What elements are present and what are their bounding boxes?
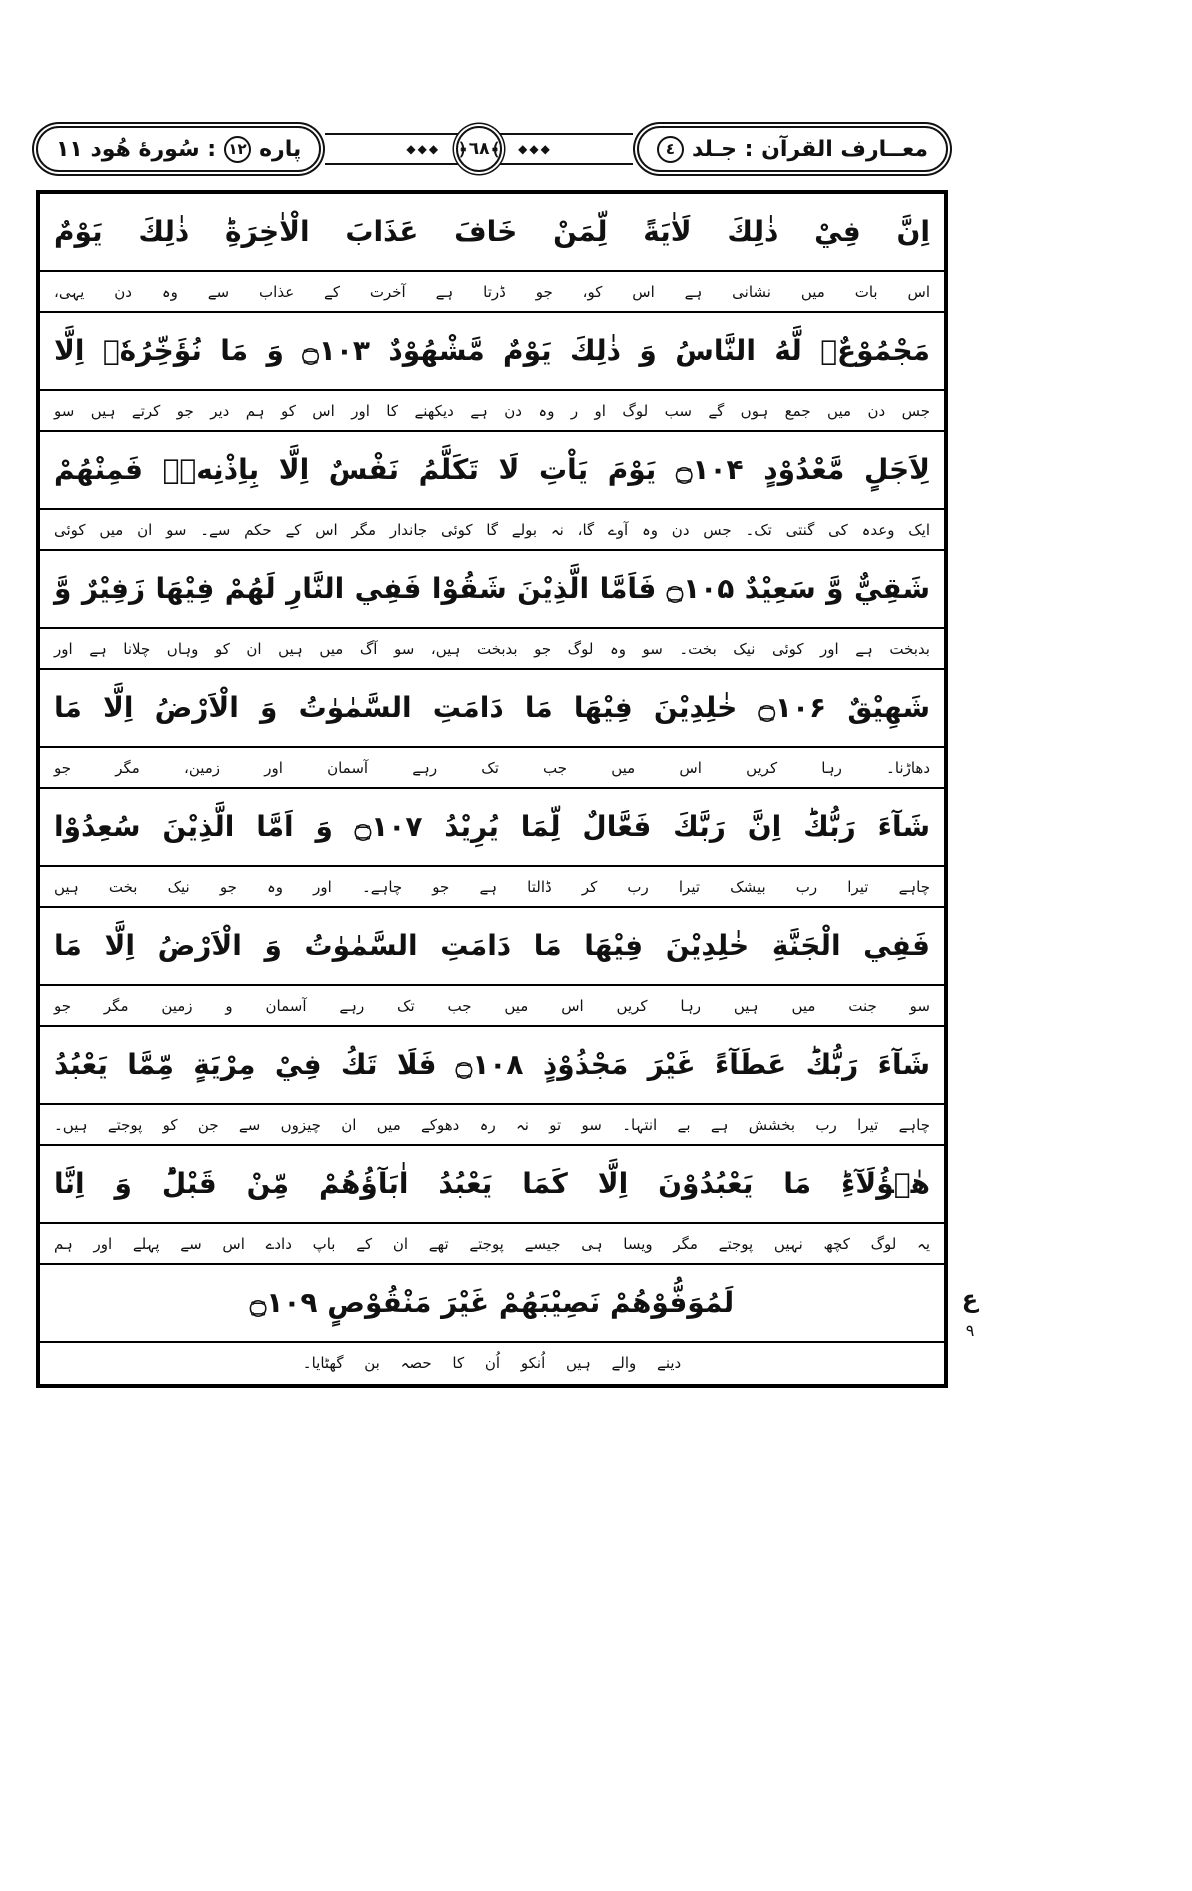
urdu-translation-line: بدبخت ہے اور کوئی نیک بخت۔ سو وہ لوگ جو بدبخت ہیں، سو آگ میں ہیں ان کو وہاں چلانا ہے اور	[40, 629, 944, 670]
quran-arabic-line: لَمُوَفُّوْهُمْ نَصِيْبَهُمْ غَيْرَ مَنْقُوْصٍ ۝۱۰۹	[40, 1265, 944, 1343]
ruku-number: ۹	[965, 1321, 975, 1341]
quran-arabic-line: شَهِيْقٌ ۝۱۰۶ خٰلِدِيْنَ فِيْهَا مَا دَامَتِ السَّمٰوٰتُ وَ الْاَرْضُ اِلَّا مَا	[40, 670, 944, 748]
ornate-paren-open-icon: ﴾	[490, 139, 501, 160]
para-number-badge: ۱۲	[224, 136, 251, 163]
urdu-translation-line: ایک وعدہ کی گنتی تک۔ جس دن وہ آوے گا، نہ بولے گا کوئی جاندار مگر اس کے حکم سے۔ سو ان میں کوئی	[40, 510, 944, 551]
quran-arabic-line: لِاَجَلٍ مَّعْدُوْدٍ ۝۱۰۴ يَوْمَ يَاْتِ لَا تَكَلَّمُ نَفْسٌ اِلَّا بِاِذْنِهٖۚ فَمِنْهُمْ	[40, 432, 944, 510]
urdu-translation-line: اس بات میں نشانی ہے اس کو، جو ڈرتا ہے آخرت کے عذاب سے وہ دن یہی،	[40, 272, 944, 313]
surah-title: : سُورهٔ هُود ۱۱	[56, 136, 217, 162]
floral-ornament-icon: ◆◆◆	[400, 142, 446, 156]
quran-arabic-line: مَجْمُوْعٌۙ لَّهُ النَّاسُ وَ ذٰلِكَ يَوْمٌ مَّشْهُوْدٌ ۝۱۰۳ وَ مَا نُؤَخِّرُهٗۤ اِلَّا	[40, 313, 944, 391]
ruku-ain-symbol: ع	[961, 1285, 979, 1313]
urdu-translation-line: دینے والے ہیں اُنکو اُن کا حصہ بن گھٹایا۔	[302, 1354, 682, 1372]
book-title-cartouche	[637, 126, 948, 172]
quran-arabic-line: هٰۤؤُلَآءِؕ مَا يَعْبُدُوْنَ اِلَّا كَمَا يَعْبُدُ اٰبَآؤُهُمْ مِّنْ قَبْلُؕ وَ اِنَّا	[40, 1146, 944, 1224]
urdu-translation-line: یہ لوگ کچھ نہیں پوجتے مگر ویسا ہی جیسے پوجتے تھے ان کے باپ دادے اس سے پہلے اور ہم	[40, 1224, 944, 1265]
para-label: پاره	[259, 136, 302, 162]
page-number-medallion	[456, 126, 502, 172]
quran-arabic-line: اِنَّ فِيْ ذٰلِكَ لَاٰيَةً لِّمَنْ خَافَ عَذَابَ الْاٰخِرَةِؕ ذٰلِكَ يَوْمٌ	[40, 194, 944, 272]
book-title: معــارف القرآن : جـلد	[691, 136, 928, 162]
page-number: ٦٨	[468, 139, 490, 159]
quran-text-box	[36, 190, 948, 1388]
page-header	[36, 120, 948, 178]
floral-ornament-icon: ◆◆◆	[512, 142, 558, 156]
urdu-translation-line: جس دن میں جمع ہوں گے سب لوگ او ر وہ دن ہے دیکھنے کا اور اس کو ہم دیر جو کرتے ہیں سو	[40, 391, 944, 432]
urdu-translation-line: سو جنت میں ہیں رہا کریں اس میں جب تک رہے آسمان و زمین مگر جو	[40, 986, 944, 1027]
quran-arabic-line: شَآءَ رَبُّكَؕ اِنَّ رَبَّكَ فَعَّالٌ لِّمَا يُرِيْدُ ۝۱۰۷ وَ اَمَّا الَّذِيْنَ سُعِدُوْا	[40, 789, 944, 867]
quran-arabic-line: شَقِيٌّ وَّ سَعِيْدٌ ۝۱۰۵ فَاَمَّا الَّذِيْنَ شَقُوْا فَفِي النَّارِ لَهُمْ فِيْهَا زَفِيْرٌ وَّ	[40, 551, 944, 629]
urdu-translation-line: چاہے تیرا رب بخشش ہے بے انتہا۔ سو تو نہ رہ دھوکے میں ان چیزوں سے جن کو پوجتے ہیں۔	[40, 1105, 944, 1146]
volume-number-badge: ٤	[657, 136, 684, 163]
quran-arabic-line: شَآءَ رَبُّكَؕ عَطَآءً غَيْرَ مَجْذُوْذٍ ۝۱۰۸ فَلَا تَكُ فِيْ مِرْيَةٍ مِّمَّا يَعْبُدُ	[40, 1027, 944, 1105]
ornate-paren-close-icon: ﴿	[457, 139, 468, 160]
urdu-translation-line: چاہے تیرا رب بیشک تیرا رب کر ڈالتا ہے جو چاہے۔ اور وہ جو نیک بخت ہیں	[40, 867, 944, 908]
ruku-marker	[952, 1280, 988, 1344]
urdu-translation-line: دھاڑنا۔ رہا کریں اس میں جب تک رہے آسمان اور زمین، مگر جو	[40, 748, 944, 789]
page-number-area	[325, 126, 633, 172]
quran-arabic-line: فَفِي الْجَنَّةِ خٰلِدِيْنَ فِيْهَا مَا دَامَتِ السَّمٰوٰتُ وَ الْاَرْضُ اِلَّا مَا	[40, 908, 944, 986]
para-surah-cartouche	[36, 126, 321, 172]
